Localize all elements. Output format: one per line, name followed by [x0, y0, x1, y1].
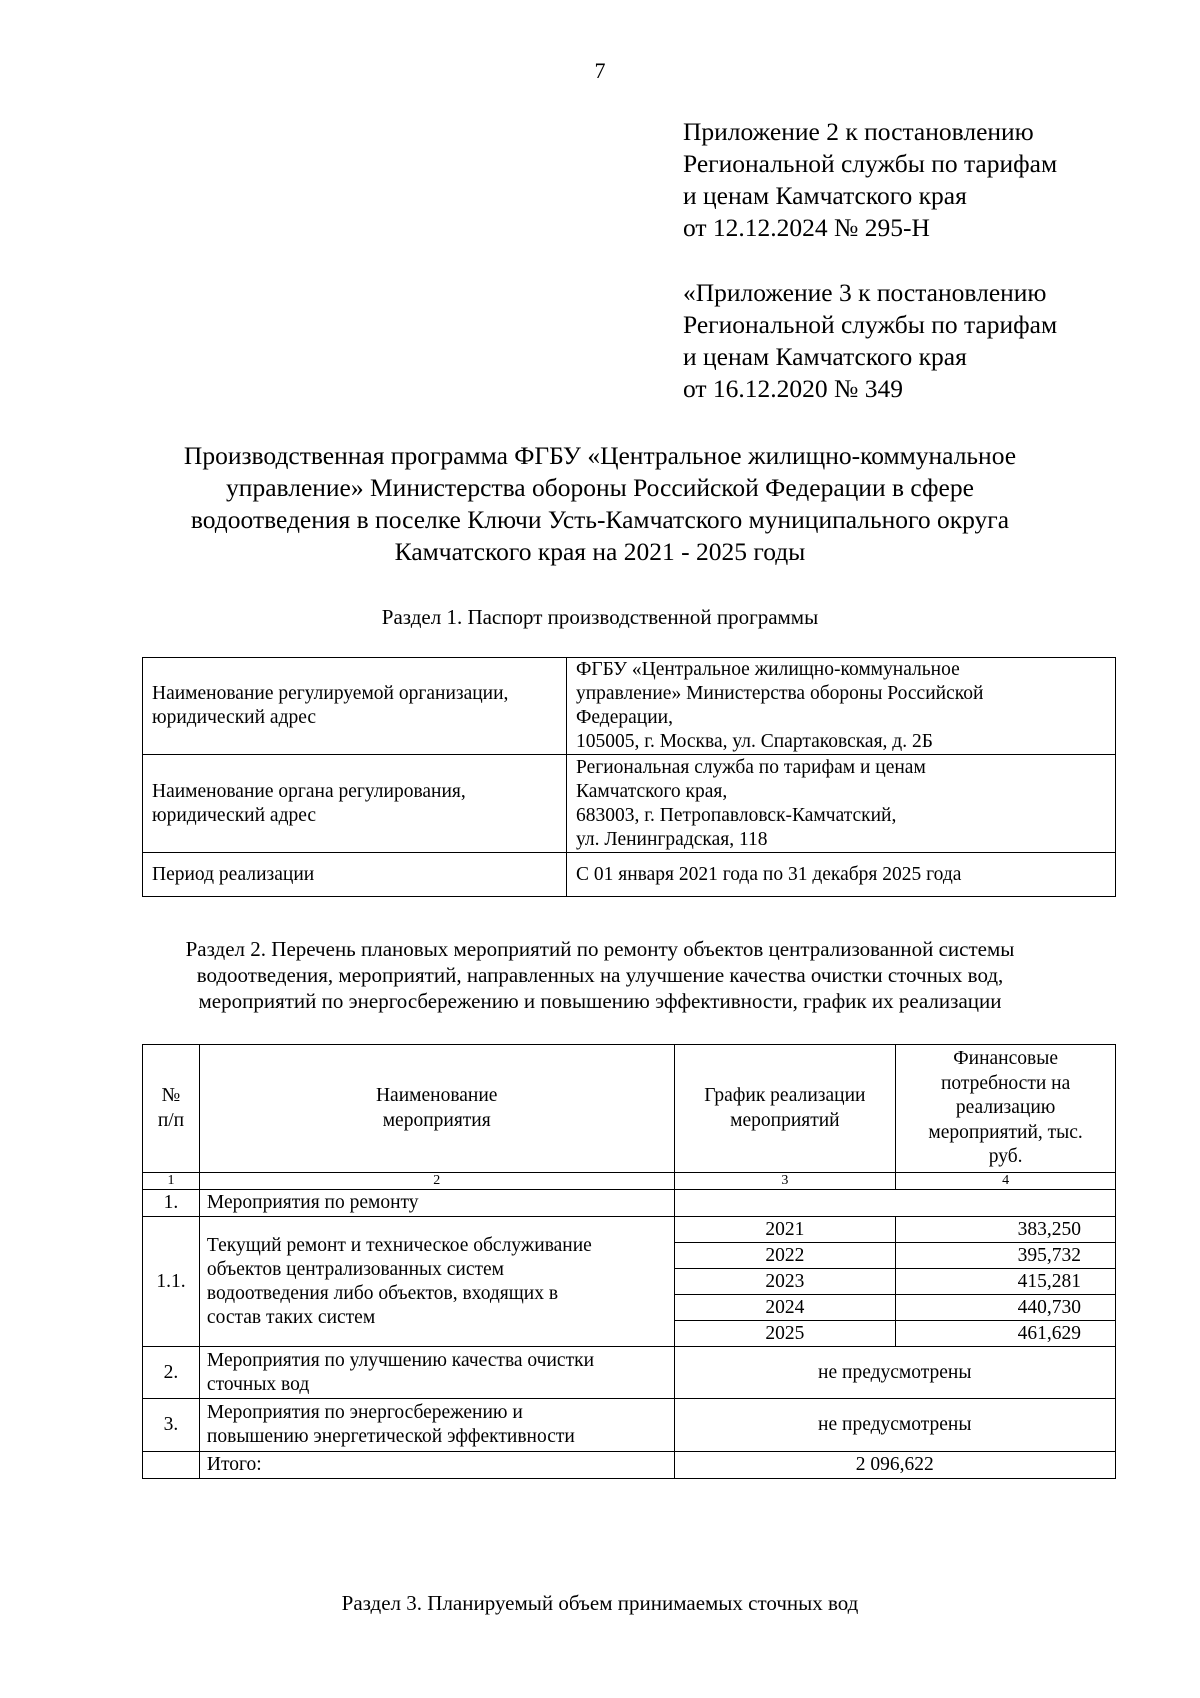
- row-name: [199, 1217, 674, 1347]
- header-name: [199, 1045, 674, 1173]
- appendix-note-current: [683, 116, 1057, 244]
- value-line: ФГБУ «Центральное жилищно-коммунальное: [576, 659, 960, 680]
- year-cell: 2025: [674, 1321, 896, 1347]
- row-number: 1.1.: [143, 1217, 200, 1347]
- document-title: [100, 440, 1100, 568]
- name-line: Мероприятия по улучшению качества очистки: [206, 1349, 595, 1371]
- heading-line: водоотведения, мероприятий, направленных на улучшение качества очистки сточных вод,: [196, 963, 1004, 987]
- row-value: не предусмотрены: [674, 1347, 1115, 1399]
- header-line: п/п: [157, 1109, 185, 1131]
- appendix-note-original: [683, 277, 1057, 405]
- name-line: водоотведения либо объектов, входящих в: [206, 1282, 559, 1304]
- row-number: 1.: [143, 1190, 200, 1217]
- row-name: [199, 1347, 674, 1399]
- name-line: состав таких систем: [206, 1306, 376, 1328]
- row-number: 3.: [143, 1399, 200, 1452]
- value-line: Региональная служба по тарифам и ценам: [576, 756, 926, 778]
- passport-label: [143, 658, 567, 755]
- header-line: №: [161, 1085, 181, 1106]
- title-line: Производственная программа ФГБУ «Центральное жилищно-коммунальное: [183, 441, 1017, 470]
- passport-label: Период реализации: [143, 853, 567, 897]
- header-num: [143, 1045, 200, 1173]
- table-row: [143, 1347, 1116, 1399]
- header-line: потребности на: [940, 1072, 1071, 1094]
- passport-row-regulator: [143, 755, 1116, 853]
- measures-table: [142, 1044, 1116, 1479]
- label-line: юридический адрес: [152, 804, 317, 826]
- header-line: мероприятия: [382, 1109, 491, 1131]
- page-number: 7: [594, 58, 606, 83]
- title-line: водоотведения в поселке Ключи Усть-Камчатского муниципального округа: [190, 505, 1010, 534]
- table-row: [143, 1217, 1116, 1243]
- section1-heading: Раздел 1. Паспорт производственной программы: [381, 605, 819, 629]
- table-row: [143, 1190, 1116, 1217]
- year-cell: 2021: [674, 1217, 896, 1243]
- header-line: График реализации: [704, 1085, 866, 1106]
- value-line: ул. Ленинградская, 118: [576, 828, 768, 850]
- name-line: повышению энергетической эффективности: [206, 1426, 575, 1447]
- appendix-line: Региональной службы по тарифам: [683, 149, 1058, 178]
- appendix-line: от 12.12.2024 № 295-Н: [683, 213, 930, 242]
- row-name: [199, 1399, 674, 1452]
- passport-value: [567, 755, 1116, 853]
- name-line: сточных вод: [206, 1373, 310, 1395]
- passport-value: [567, 658, 1116, 755]
- amount-cell: 383,250: [896, 1217, 1116, 1243]
- header-line: мероприятий, тыс.: [928, 1121, 1083, 1143]
- value-line: 105005, г. Москва, ул. Спартаковская, д. 2Б: [576, 731, 933, 752]
- appendix-line: и ценам Камчатского края: [683, 181, 967, 210]
- column-number: 3: [674, 1173, 896, 1190]
- header-line: мероприятий: [730, 1109, 840, 1131]
- title-line: Камчатского края на 2021 - 2025 годы: [394, 537, 806, 566]
- appendix-line: от 16.12.2020 № 349: [683, 374, 904, 403]
- passport-row-period: [143, 853, 1116, 897]
- row-empty: [674, 1190, 1115, 1217]
- value-line: 683003, г. Петропавловск-Камчатский,: [576, 804, 897, 826]
- value-line: Камчатского края,: [576, 780, 728, 802]
- name-line: объектов централизованных систем: [206, 1258, 504, 1280]
- section2-heading: [0, 936, 1200, 1014]
- section3-heading: Раздел 3. Планируемый объем принимаемых сточных вод: [341, 1591, 859, 1615]
- amount-cell: 440,730: [896, 1295, 1116, 1321]
- header-line: Наименование: [375, 1085, 498, 1106]
- year-cell: 2022: [674, 1243, 896, 1269]
- row-name: Мероприятия по ремонту: [199, 1190, 674, 1217]
- passport-label: [143, 755, 567, 853]
- year-cell: 2023: [674, 1269, 896, 1295]
- row-number: 2.: [143, 1347, 200, 1399]
- value-line: Федерации,: [576, 707, 673, 728]
- name-line: Мероприятия по энергосбережению и: [206, 1402, 523, 1423]
- row-empty: [143, 1452, 200, 1479]
- heading-line: Раздел 2. Перечень плановых мероприятий по ремонту объектов централизованной системы: [185, 937, 1015, 961]
- row-value: не предусмотрены: [674, 1399, 1115, 1452]
- name-line: Текущий ремонт и техническое обслуживание: [206, 1234, 592, 1256]
- total-value: 2 096,622: [674, 1452, 1115, 1479]
- column-number: 1: [143, 1173, 200, 1190]
- header-line: реализацию: [955, 1097, 1056, 1119]
- amount-cell: 461,629: [896, 1321, 1116, 1347]
- table-row: [143, 1399, 1116, 1452]
- passport-row-organization: [143, 658, 1116, 755]
- label-line: Наименование органа регулирования,: [152, 780, 466, 802]
- title-line: управление» Министерства обороны Российской Федерации в сфере: [226, 473, 974, 502]
- total-row: [143, 1452, 1116, 1479]
- passport-value: С 01 января 2021 года по 31 декабря 2025 года: [567, 853, 1116, 897]
- header-row: [143, 1045, 1116, 1173]
- appendix-line: «Приложение 3 к постановлению: [683, 278, 1047, 307]
- header-line: Финансовые: [953, 1048, 1058, 1070]
- amount-cell: 395,732: [896, 1243, 1116, 1269]
- passport-table: [142, 657, 1116, 897]
- column-number: 2: [199, 1173, 674, 1190]
- year-cell: 2024: [674, 1295, 896, 1321]
- label-line: Наименование регулируемой организации,: [152, 683, 509, 704]
- header-line: руб.: [988, 1146, 1023, 1168]
- appendix-line: Региональной службы по тарифам: [683, 310, 1058, 339]
- heading-line: мероприятий по энергосбережению и повышению эффективности, график их реализации: [198, 989, 1002, 1013]
- label-line: юридический адрес: [152, 707, 317, 728]
- column-number: 4: [896, 1173, 1116, 1190]
- header-schedule: [674, 1045, 896, 1173]
- column-number-row: [143, 1173, 1116, 1190]
- appendix-line: Приложение 2 к постановлению: [683, 117, 1034, 146]
- header-finance: [896, 1045, 1116, 1173]
- appendix-line: и ценам Камчатского края: [683, 342, 967, 371]
- amount-cell: 415,281: [896, 1269, 1116, 1295]
- total-label: Итого:: [199, 1452, 674, 1479]
- value-line: управление» Министерства обороны Российской: [576, 683, 984, 704]
